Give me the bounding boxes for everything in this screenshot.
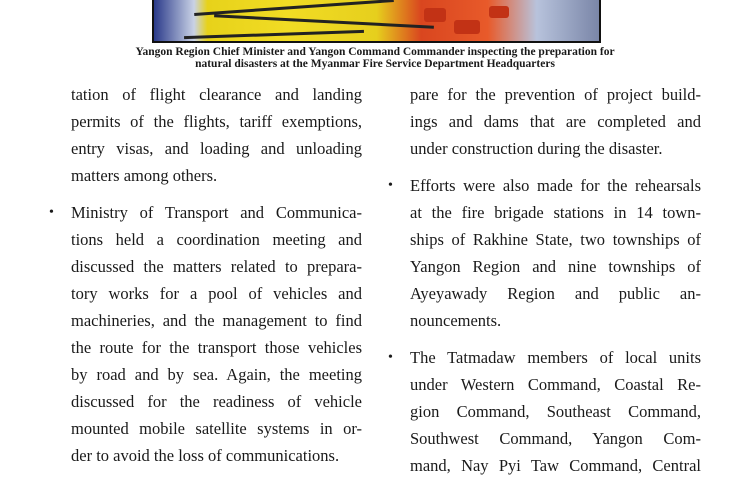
text-line: Yangon Region and nine townships of xyxy=(410,257,701,276)
photo-strap xyxy=(184,30,364,39)
text-line: der to avoid the loss of communications. xyxy=(71,446,340,465)
text-line: the route for the transport those vehicles xyxy=(71,338,362,357)
bullet-icon: • xyxy=(49,205,54,220)
text-line: under construction during the disaster. xyxy=(410,139,663,158)
photo-block xyxy=(424,8,446,22)
text-line: tions held a coordination meeting and xyxy=(71,230,362,249)
photo-block xyxy=(489,6,509,18)
text-line: machineries, and the management to find xyxy=(71,311,362,330)
text-line: matters among others. xyxy=(71,166,218,185)
bullet-paragraph-tatmadaw xyxy=(388,344,701,479)
bullet-icon: • xyxy=(388,178,393,193)
paragraph-continued xyxy=(71,81,362,189)
left-column xyxy=(49,81,362,469)
text-line: discussed the matters related to prepara- xyxy=(71,257,362,276)
text-line: by road and by sea. Again, the meeting xyxy=(71,365,362,384)
bullet-paragraph-rehearsals xyxy=(388,172,701,334)
text-line: mand, Nay Pyi Taw Command, Central xyxy=(410,456,701,475)
text-line: ings and dams that are completed and xyxy=(410,112,701,131)
text-line: Ministry of Transport and Communica- xyxy=(71,203,362,222)
text-line: pare for the prevention of project build- xyxy=(410,85,701,104)
text-line: ships of Rakhine State, two townships of xyxy=(410,230,701,249)
photo-strap xyxy=(194,0,394,16)
text-line: Ayeyawady Region and public an- xyxy=(410,284,701,303)
caption-line-1: Yangon Region Chief Minister and Yangon Command Commander inspecting the preparation for xyxy=(135,46,615,58)
text-line: The Tatmadaw members of local units xyxy=(410,348,701,367)
text-line: nouncements. xyxy=(410,311,502,330)
text-line: Efforts were also made for the rehearsals xyxy=(410,176,701,195)
photo-caption xyxy=(60,47,690,70)
text-line: at the fire brigade stations in 14 town- xyxy=(410,203,701,222)
bullet-icon: • xyxy=(388,350,393,365)
text-line: permits of the flights, tariff exemptions, xyxy=(71,112,362,131)
photo-block xyxy=(454,20,480,34)
text-line: tory works for a pool of vehicles and xyxy=(71,284,362,303)
text-line: mounted mobile satellite systems in or- xyxy=(71,419,362,438)
bullet-paragraph-transport xyxy=(49,199,362,469)
text-line: gion Command, Southeast Command, xyxy=(410,402,701,421)
right-column xyxy=(388,81,701,479)
text-line: discussed for the readiness of vehicle xyxy=(71,392,362,411)
text-line: Southwest Command, Yangon Com- xyxy=(410,429,701,448)
news-photo xyxy=(152,0,601,43)
caption-line-2: natural disasters at the Myanmar Fire Service Department Headquarters xyxy=(195,57,555,70)
photo-strap xyxy=(214,14,434,29)
text-line: under Western Command, Coastal Re- xyxy=(410,375,701,394)
text-line: entry visas, and loading and unloading xyxy=(71,139,362,158)
text-line: tation of flight clearance and landing xyxy=(71,85,362,104)
paragraph-continued xyxy=(410,81,701,162)
